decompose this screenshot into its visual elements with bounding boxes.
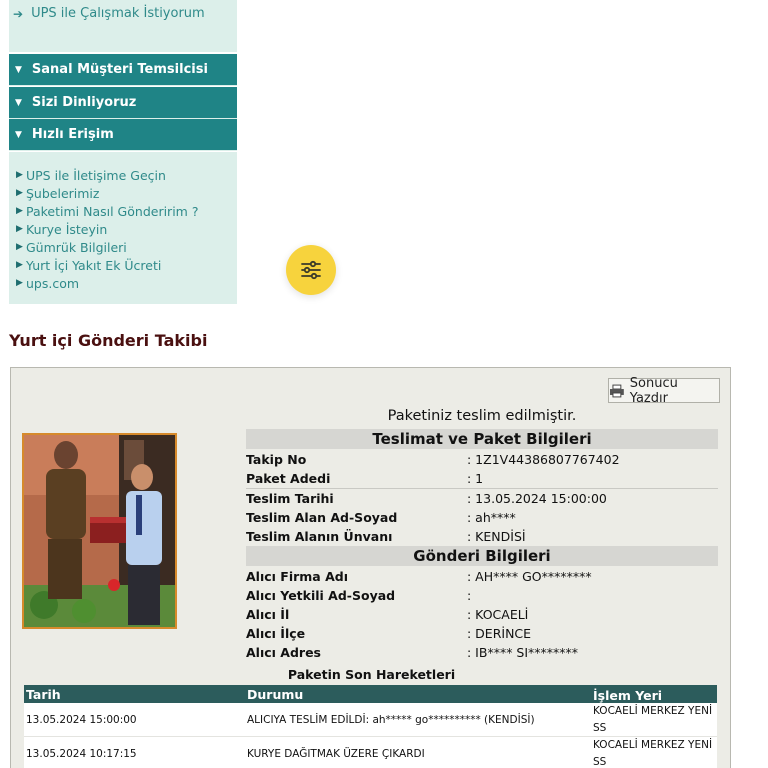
caret-right-icon: ▶ <box>16 260 23 270</box>
info-row-recipient-contact: Alıcı Yetkili Ad-Soyad : <box>246 588 472 603</box>
print-result-button[interactable] <box>608 375 720 406</box>
sidebar-top-box <box>9 0 237 52</box>
cell-status: KURYE DAĞITMAK ÜZERE ÇIKARDI <box>247 748 425 760</box>
quick-access-list <box>9 152 237 304</box>
arrow-right-icon: ➔ <box>13 6 24 21</box>
caret-right-icon: ▶ <box>16 206 23 216</box>
delivery-info-heading: Teslimat ve Paket Bilgileri <box>246 429 718 449</box>
caret-right-icon: ▶ <box>16 278 23 288</box>
page-title: Yurt içi Gönderi Takibi <box>9 331 208 350</box>
accordion-label: Sanal Müşteri Temsilcisi <box>31 62 208 77</box>
shipment-info-heading: Gönderi Bilgileri <box>246 546 718 566</box>
table-header <box>24 685 717 703</box>
accordion-quick-access[interactable] <box>9 119 237 151</box>
printer-icon <box>609 384 625 398</box>
table-row <box>24 737 717 768</box>
sliders-icon <box>300 260 322 280</box>
info-row-package-count: Paket Adedi : 1 <box>246 471 484 486</box>
settings-fab-button[interactable] <box>286 245 336 295</box>
movements-table <box>24 685 717 768</box>
info-row-receiver-title: Teslim Alanın Ünvanı : KENDİSİ <box>246 529 526 544</box>
accordion-label: Sizi Dinliyoruz <box>31 95 137 110</box>
courier-delivery-photo <box>22 433 177 629</box>
cell-status: ALICIYA TESLİM EDİLDİ: ah***** go********** (KENDİSİ) <box>247 714 535 726</box>
info-row-receiver-name: Teslim Alan Ad-Soyad : ah**** <box>246 510 516 525</box>
quick-link-courier[interactable]: ▶ Kurye İsteyin <box>16 221 108 237</box>
info-row-tracking-no: Takip No : 1Z1V44386807767402 <box>246 452 620 467</box>
table-row <box>24 703 717 737</box>
caret-down-icon: ▼ <box>15 64 22 75</box>
caret-right-icon: ▶ <box>16 170 23 180</box>
accordion-label: Hızlı Erişim <box>31 127 114 142</box>
accordion-feedback[interactable] <box>9 87 237 119</box>
info-row-recipient-address: Alıcı Adres : IB**** SI******** <box>246 645 579 660</box>
info-row-recipient-company: Alıcı Firma Adı : AH**** GO******** <box>246 569 592 584</box>
quick-link-how-to-ship[interactable]: ▶ Paketimi Nasıl Gönderirim ? <box>16 203 199 219</box>
quick-link-contact[interactable]: ▶ UPS ile İletişime Geçin <box>16 167 166 183</box>
info-row-recipient-district: Alıcı İlçe : DERİNCE <box>246 626 532 641</box>
caret-right-icon: ▶ <box>16 224 23 234</box>
quick-link-customs[interactable]: ▶ Gümrük Bilgileri <box>16 239 127 255</box>
cell-date: 13.05.2024 15:00:00 <box>26 714 137 726</box>
col-status: Durumu <box>247 687 304 702</box>
caret-right-icon: ▶ <box>16 242 23 252</box>
cell-location: KOCAELİ MERKEZ YENİ SS <box>593 739 713 768</box>
cell-location: KOCAELİ MERKEZ YENİ SS <box>593 705 713 734</box>
quick-link-branches[interactable]: ▶ Şubelerimiz <box>16 185 100 201</box>
info-row-delivery-date: Teslim Tarihi : 13.05.2024 15:00:00 <box>246 491 607 506</box>
caret-down-icon: ▼ <box>15 129 22 140</box>
accordion-virtual-agent[interactable] <box>9 54 237 86</box>
quick-link-ups-com[interactable]: ▶ ups.com <box>16 275 80 291</box>
print-button-label: Sonucu Yazdır <box>629 375 678 406</box>
info-row-recipient-province: Alıcı İl : KOCAELİ <box>246 607 529 622</box>
movements-title: Paketin Son Hareketleri <box>287 667 456 682</box>
sidebar-link-label: UPS ile Çalışmak İstiyorum <box>31 6 205 21</box>
delivery-status-headline: Paketiniz teslim edilmiştir. <box>387 408 577 424</box>
caret-right-icon: ▶ <box>16 188 23 198</box>
col-date: Tarih <box>26 687 61 702</box>
caret-down-icon: ▼ <box>15 97 22 108</box>
col-location: İşlem Yeri <box>593 688 663 703</box>
tracking-result-panel <box>10 367 731 768</box>
sidebar-link-careers[interactable] <box>13 6 205 21</box>
cell-date: 13.05.2024 10:17:15 <box>26 748 137 760</box>
quick-link-fuel-surcharge[interactable]: ▶ Yurt İçi Yakıt Ek Ücreti <box>16 257 162 273</box>
